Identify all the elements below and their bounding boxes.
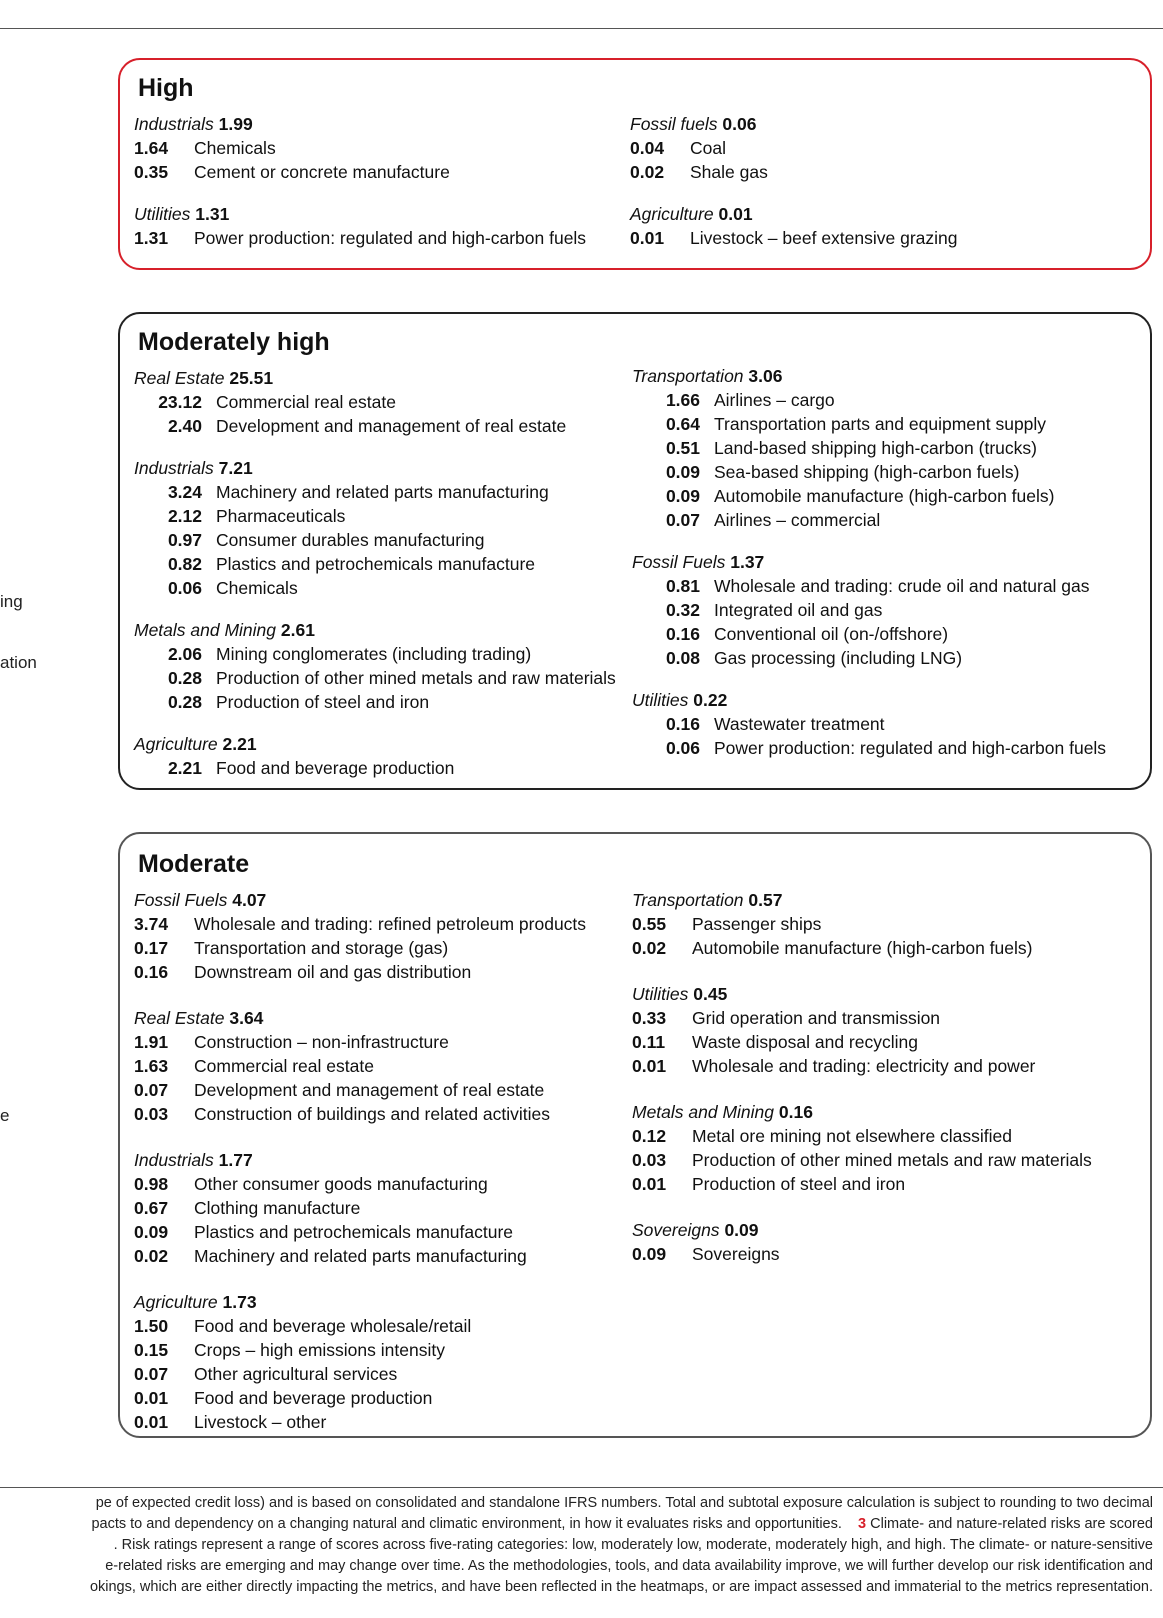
sector-total: 3.06 xyxy=(748,366,783,386)
exposure-row xyxy=(134,666,634,690)
sector-heading xyxy=(134,456,634,480)
sector-group xyxy=(632,550,1132,670)
exposure-row xyxy=(134,576,634,600)
sector-total: 1.37 xyxy=(730,552,765,572)
exposure-row xyxy=(134,480,634,504)
exposure-value: 3.24 xyxy=(167,482,202,502)
exposure-row xyxy=(134,1102,634,1126)
exposure-value: 0.04 xyxy=(630,138,665,158)
sector-total: 0.01 xyxy=(718,204,753,224)
exposure-row xyxy=(134,1410,634,1434)
left-margin-fragment: e xyxy=(0,1106,10,1125)
exposure-value: 0.01 xyxy=(632,1174,667,1194)
exposure-label: Transportation and storage (gas) xyxy=(194,938,449,958)
exposure-row xyxy=(630,160,1130,184)
sector-group xyxy=(632,1100,1132,1196)
exposure-label: Production of steel and iron xyxy=(216,692,430,712)
exposure-value: 2.40 xyxy=(167,416,202,436)
exposure-value: 0.81 xyxy=(665,576,700,596)
exposure-row xyxy=(134,390,634,414)
exposure-row xyxy=(632,622,1132,646)
sector-name: Fossil Fuels xyxy=(632,552,726,572)
exposure-label: Automobile manufacture (high-carbon fuels) xyxy=(692,938,1033,958)
exposure-row xyxy=(134,1054,634,1078)
exposure-value: 0.09 xyxy=(134,1222,169,1242)
exposure-value: 0.07 xyxy=(665,510,700,530)
sector-group xyxy=(134,366,634,438)
exposure-row xyxy=(632,1006,1132,1030)
exposure-label: Wholesale and trading: refined petroleum products xyxy=(194,914,587,934)
footnote-line: . Risk ratings represent a range of scores across five-rating categories: low, moderately low, moderate, moderately high, and high. The climate- or nature-sensitive xyxy=(113,1537,1153,1553)
sector-name: Transportation xyxy=(632,890,744,910)
exposure-label: Sea-based shipping (high-carbon fuels) xyxy=(714,462,1020,482)
exposure-value: 0.01 xyxy=(134,1388,169,1408)
exposure-value: 0.28 xyxy=(167,668,202,688)
exposure-value: 0.16 xyxy=(134,962,169,982)
exposure-label: Construction – non-infrastructure xyxy=(194,1032,449,1052)
exposure-label: Other agricultural services xyxy=(194,1364,398,1384)
exposure-value: 0.02 xyxy=(134,1246,169,1266)
exposure-row xyxy=(632,646,1132,670)
sector-heading xyxy=(630,202,1130,226)
exposure-value: 0.01 xyxy=(134,1412,169,1432)
sector-name: Real Estate xyxy=(134,1008,225,1028)
exposure-row xyxy=(134,690,634,714)
exposure-row xyxy=(134,1362,634,1386)
exposure-value: 0.15 xyxy=(134,1340,169,1360)
exposure-row xyxy=(630,226,1130,250)
sector-heading xyxy=(632,1218,1132,1242)
exposure-label: Shale gas xyxy=(690,162,768,182)
sector-name: Metals and Mining xyxy=(632,1102,775,1122)
exposure-value: 0.51 xyxy=(665,438,700,458)
exposure-label: Integrated oil and gas xyxy=(714,600,883,620)
exposure-row xyxy=(134,1220,634,1244)
panel-moderately-high-left-column xyxy=(134,366,634,798)
exposure-row xyxy=(632,484,1132,508)
sector-total: 3.64 xyxy=(229,1008,264,1028)
exposure-value: 0.35 xyxy=(134,162,169,182)
exposure-value: 1.50 xyxy=(134,1316,169,1336)
exposure-row xyxy=(134,1196,634,1220)
footnote-line: okings, which are either directly impacting the metrics, and have been reflected in the heatmaps, or are impact assessed and immaterial to the metrics representation. xyxy=(89,1579,1153,1595)
left-margin-fragment: ing xyxy=(0,592,23,611)
exposure-label: Clothing manufacture xyxy=(194,1198,361,1218)
sector-group xyxy=(134,202,634,250)
exposure-value: 0.55 xyxy=(632,914,667,934)
exposure-row xyxy=(632,712,1132,736)
top-rule xyxy=(0,28,1163,29)
sector-group xyxy=(630,112,1130,184)
sector-name: Utilities xyxy=(632,690,689,710)
exposure-row xyxy=(134,504,634,528)
panel-high-right-column xyxy=(630,112,1130,268)
exposure-label: Land-based shipping high-carbon (trucks) xyxy=(714,438,1037,458)
exposure-value: 0.06 xyxy=(665,738,700,758)
exposure-label: Power production: regulated and high-carbon fuels xyxy=(714,738,1107,758)
sector-heading xyxy=(632,1100,1132,1124)
exposure-label: Development and management of real estate xyxy=(194,1080,545,1100)
sector-group xyxy=(134,1290,634,1434)
sector-name: Metals and Mining xyxy=(134,620,277,640)
exposure-row xyxy=(632,1242,1132,1266)
footnote-line xyxy=(0,1514,1163,1535)
exposure-label: Machinery and related parts manufacturing xyxy=(216,482,549,502)
sector-total: 1.73 xyxy=(222,1292,257,1312)
exposure-value: 0.03 xyxy=(632,1150,667,1170)
exposure-label: Other consumer goods manufacturing xyxy=(194,1174,488,1194)
exposure-label: Wastewater treatment xyxy=(714,714,885,734)
sector-total: 1.31 xyxy=(195,204,230,224)
exposure-row xyxy=(632,936,1132,960)
sector-group xyxy=(134,1148,634,1268)
sector-group xyxy=(134,888,634,984)
exposure-label: Wholesale and trading: electricity and power xyxy=(692,1056,1036,1076)
exposure-value: 0.16 xyxy=(665,714,700,734)
exposure-row xyxy=(134,1386,634,1410)
sector-total: 2.61 xyxy=(280,620,315,640)
sector-heading xyxy=(134,618,634,642)
exposure-label: Livestock – other xyxy=(194,1412,327,1432)
sector-total: 0.22 xyxy=(693,690,728,710)
exposure-row xyxy=(632,460,1132,484)
sector-name: Utilities xyxy=(632,984,689,1004)
sector-group xyxy=(134,112,634,184)
sector-name: Real Estate xyxy=(134,368,225,388)
exposure-label: Consumer durables manufacturing xyxy=(216,530,485,550)
exposure-row xyxy=(632,412,1132,436)
exposure-value: 0.06 xyxy=(167,578,202,598)
exposure-value: 3.74 xyxy=(134,914,169,934)
sector-name: Industrials xyxy=(134,114,214,134)
sector-heading xyxy=(134,366,634,390)
sector-heading xyxy=(134,1148,634,1172)
exposure-label: Chemicals xyxy=(194,138,276,158)
exposure-label: Cement or concrete manufacture xyxy=(194,162,450,182)
exposure-value: 0.08 xyxy=(665,648,700,668)
exposure-value: 0.97 xyxy=(167,530,202,550)
exposure-row xyxy=(630,136,1130,160)
sector-heading xyxy=(134,112,634,136)
exposure-label: Food and beverage production xyxy=(216,758,455,778)
sector-name: Industrials xyxy=(134,458,214,478)
exposure-value: 0.07 xyxy=(134,1080,169,1100)
exposure-label: Metal ore mining not elsewhere classified xyxy=(692,1126,1013,1146)
exposure-value: 0.09 xyxy=(665,462,700,482)
exposure-row xyxy=(134,226,634,250)
exposure-row xyxy=(134,552,634,576)
exposure-label: Livestock – beef extensive grazing xyxy=(690,228,958,248)
exposure-row xyxy=(134,960,634,984)
exposure-value: 0.07 xyxy=(134,1364,169,1384)
exposure-label: Pharmaceuticals xyxy=(216,506,346,526)
sector-group xyxy=(632,888,1132,960)
exposure-value: 2.12 xyxy=(167,506,202,526)
exposure-value: 1.64 xyxy=(134,138,169,158)
exposure-row xyxy=(134,936,634,960)
sector-name: Agriculture xyxy=(134,1292,218,1312)
exposure-label: Downstream oil and gas distribution xyxy=(194,962,472,982)
sector-total: 7.21 xyxy=(218,458,253,478)
exposure-row xyxy=(134,1314,634,1338)
exposure-value: 0.67 xyxy=(134,1198,169,1218)
sector-total: 0.06 xyxy=(722,114,757,134)
exposure-label: Gas processing (including LNG) xyxy=(714,648,963,668)
exposure-row xyxy=(632,388,1132,412)
exposure-label: Construction of buildings and related activities xyxy=(194,1104,551,1124)
exposure-row xyxy=(632,1124,1132,1148)
exposure-value: 23.12 xyxy=(158,392,202,412)
footnote-line: pe of expected credit loss) and is based on consolidated and standalone IFRS numbers. Total and subtotal exposure calculation is subject to rounding to two decimal xyxy=(95,1495,1153,1511)
footnote-text: pacts to and dependency on a changing natural and climatic environment, in how it evaluates risks and opportunities. xyxy=(91,1516,842,1532)
exposure-row xyxy=(134,1172,634,1196)
exposure-value: 0.09 xyxy=(632,1244,667,1264)
sector-name: Agriculture xyxy=(134,734,218,754)
sector-group xyxy=(630,202,1130,250)
exposure-value: 0.16 xyxy=(665,624,700,644)
panel-title: Moderate xyxy=(138,850,250,878)
exposure-value: 0.12 xyxy=(632,1126,667,1146)
exposure-row xyxy=(632,508,1132,532)
panel-title: Moderately high xyxy=(138,328,330,356)
exposure-value: 2.21 xyxy=(167,758,202,778)
sector-heading xyxy=(632,364,1132,388)
exposure-value: 0.33 xyxy=(632,1008,667,1028)
exposure-value: 1.66 xyxy=(665,390,700,410)
sector-heading xyxy=(632,688,1132,712)
exposure-label: Food and beverage production xyxy=(194,1388,433,1408)
exposure-row xyxy=(134,912,634,936)
exposure-row xyxy=(632,1030,1132,1054)
exposure-row xyxy=(134,1078,634,1102)
sector-name: Sovereigns xyxy=(632,1220,720,1240)
exposure-value: 0.17 xyxy=(134,938,169,958)
sector-heading xyxy=(632,550,1132,574)
exposure-label: Passenger ships xyxy=(692,914,822,934)
sector-name: Agriculture xyxy=(630,204,714,224)
exposure-label: Commercial real estate xyxy=(216,392,396,412)
exposure-row xyxy=(134,642,634,666)
sector-total: 0.57 xyxy=(748,890,783,910)
left-margin-fragment: ation xyxy=(0,653,37,672)
exposure-label: Development and management of real estate xyxy=(216,416,567,436)
exposure-value: 0.09 xyxy=(665,486,700,506)
exposure-value: 0.11 xyxy=(632,1032,666,1052)
exposure-value: 0.82 xyxy=(167,554,202,574)
exposure-label: Plastics and petrochemicals manufacture xyxy=(216,554,536,574)
sector-group xyxy=(134,732,634,780)
panel-moderate-right-column xyxy=(632,888,1132,1288)
sector-group xyxy=(134,1006,634,1126)
exposure-label: Airlines – commercial xyxy=(714,510,881,530)
sector-heading xyxy=(630,112,1130,136)
sector-total: 1.99 xyxy=(218,114,253,134)
exposure-row xyxy=(134,1030,634,1054)
footnote-line: e-related risks are emerging and may change over time. As the methodologies, tools, and data availability improve, we will further develop our risk identification and xyxy=(105,1558,1153,1574)
exposure-value: 0.32 xyxy=(665,600,700,620)
footnote-marker: 3 xyxy=(858,1516,867,1532)
exposure-row xyxy=(134,414,634,438)
exposure-row xyxy=(134,160,634,184)
sector-total: 1.77 xyxy=(218,1150,253,1170)
exposure-label: Waste disposal and recycling xyxy=(692,1032,918,1052)
panel-title: High xyxy=(138,74,194,102)
exposure-label: Wholesale and trading: crude oil and natural gas xyxy=(714,576,1090,596)
exposure-row xyxy=(134,528,634,552)
sector-heading xyxy=(134,888,634,912)
exposure-label: Automobile manufacture (high-carbon fuels) xyxy=(714,486,1055,506)
exposure-value: 0.01 xyxy=(632,1056,667,1076)
exposure-value: 1.31 xyxy=(134,228,169,248)
sector-heading xyxy=(134,202,634,226)
exposure-value: 0.01 xyxy=(630,228,665,248)
sector-total: 25.51 xyxy=(229,368,274,388)
exposure-value: 0.28 xyxy=(167,692,202,712)
panel-moderate-left-column xyxy=(134,888,634,1456)
sector-group xyxy=(632,1218,1132,1266)
sector-heading xyxy=(632,888,1132,912)
exposure-row xyxy=(134,136,634,160)
sector-name: Fossil fuels xyxy=(630,114,718,134)
exposure-value: 0.02 xyxy=(630,162,665,182)
footnote-rule xyxy=(0,1487,1163,1488)
exposure-label: Conventional oil (on-/offshore) xyxy=(714,624,949,644)
exposure-label: Mining conglomerates (including trading) xyxy=(216,644,532,664)
sector-total: 0.45 xyxy=(693,984,728,1004)
exposure-label: Production of steel and iron xyxy=(692,1174,906,1194)
exposure-row xyxy=(632,574,1132,598)
exposure-label: Food and beverage wholesale/retail xyxy=(194,1316,472,1336)
sector-name: Industrials xyxy=(134,1150,214,1170)
exposure-label: Sovereigns xyxy=(692,1244,780,1264)
exposure-row xyxy=(632,598,1132,622)
exposure-row xyxy=(632,1054,1132,1078)
sector-total: 0.09 xyxy=(724,1220,759,1240)
exposure-label: Airlines – cargo xyxy=(714,390,835,410)
sector-name: Transportation xyxy=(632,366,744,386)
exposure-value: 0.02 xyxy=(632,938,667,958)
exposure-row xyxy=(134,1338,634,1362)
sector-group xyxy=(632,688,1132,760)
exposure-label: Grid operation and transmission xyxy=(692,1008,941,1028)
exposure-label: Crops – high emissions intensity xyxy=(194,1340,445,1360)
exposure-label: Production of other mined metals and raw materials xyxy=(692,1150,1092,1170)
sector-name: Fossil Fuels xyxy=(134,890,228,910)
sector-heading xyxy=(134,1290,634,1314)
sector-group xyxy=(632,982,1132,1078)
panel-high-left-column xyxy=(134,112,634,268)
exposure-row xyxy=(632,736,1132,760)
exposure-row xyxy=(632,1148,1132,1172)
exposure-label: Commercial real estate xyxy=(194,1056,374,1076)
exposure-value: 1.63 xyxy=(134,1056,169,1076)
panel-moderately-high xyxy=(118,312,1152,790)
sector-group xyxy=(632,364,1132,532)
exposure-label: Machinery and related parts manufacturing xyxy=(194,1246,527,1266)
sector-heading xyxy=(134,732,634,756)
exposure-label: Chemicals xyxy=(216,578,298,598)
exposure-label: Transportation parts and equipment supply xyxy=(714,414,1047,434)
footnote-text: Climate- and nature-related risks are scored xyxy=(866,1516,1153,1532)
sector-group xyxy=(134,618,634,714)
exposure-label: Power production: regulated and high-carbon fuels xyxy=(194,228,587,248)
sector-heading xyxy=(632,982,1132,1006)
exposure-value: 0.98 xyxy=(134,1174,169,1194)
footnote xyxy=(0,1493,1163,1598)
exposure-label: Plastics and petrochemicals manufacture xyxy=(194,1222,514,1242)
panel-moderately-high-right-column xyxy=(632,364,1132,778)
sector-total: 2.21 xyxy=(222,734,257,754)
exposure-row xyxy=(134,1244,634,1268)
exposure-value: 0.64 xyxy=(665,414,700,434)
exposure-label: Production of other mined metals and raw materials xyxy=(216,668,616,688)
exposure-value: 0.03 xyxy=(134,1104,169,1124)
sector-group xyxy=(134,456,634,600)
exposure-row xyxy=(632,1172,1132,1196)
exposure-row xyxy=(134,756,634,780)
sector-total: 0.16 xyxy=(778,1102,813,1122)
sector-name: Utilities xyxy=(134,204,191,224)
exposure-row xyxy=(632,912,1132,936)
exposure-label: Coal xyxy=(690,138,726,158)
sector-total: 4.07 xyxy=(232,890,267,910)
panel-high xyxy=(118,58,1152,270)
sector-heading xyxy=(134,1006,634,1030)
panel-moderate xyxy=(118,832,1152,1438)
exposure-value: 1.91 xyxy=(134,1032,169,1052)
exposure-row xyxy=(632,436,1132,460)
exposure-value: 2.06 xyxy=(167,644,202,664)
